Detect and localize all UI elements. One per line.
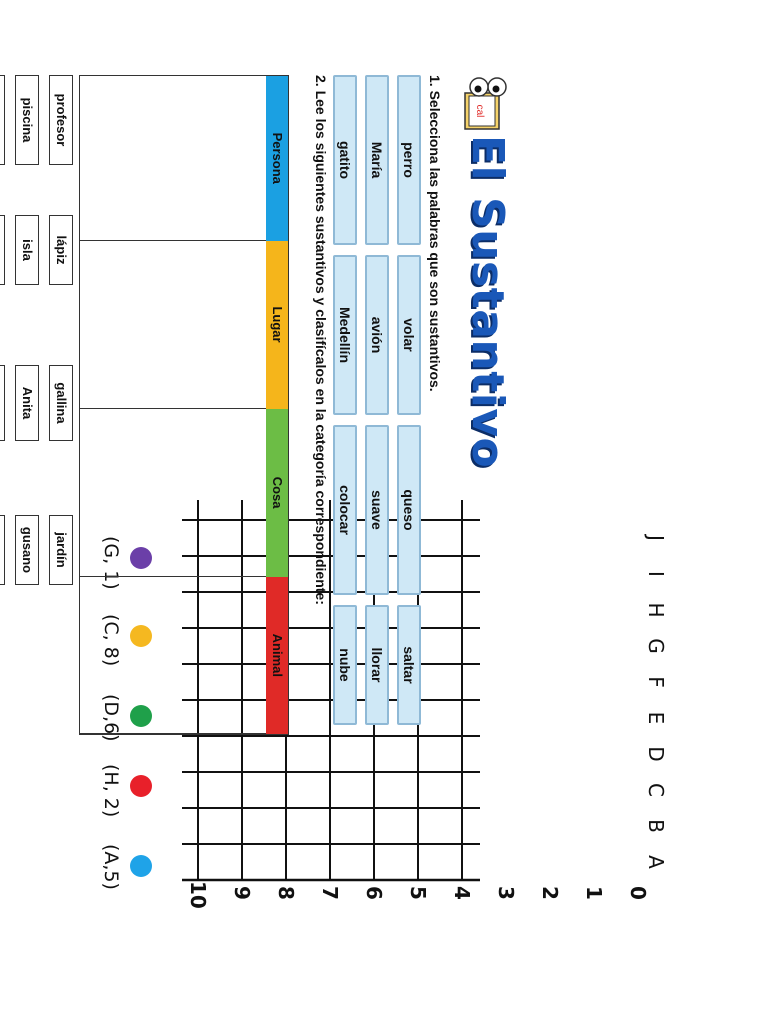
x-axis-label: F	[644, 676, 668, 688]
y-axis-label: 9	[230, 886, 254, 900]
word-option[interactable]: María	[365, 75, 389, 245]
y-axis-label: 2	[538, 886, 562, 900]
word-bank-item[interactable]	[0, 215, 5, 285]
word-option[interactable]: volar	[397, 255, 421, 415]
word-bank-item[interactable]: isla	[15, 215, 39, 285]
category-column[interactable]	[80, 241, 288, 409]
book-mascot-icon	[461, 75, 515, 131]
word-option[interactable]: Medellín	[333, 255, 357, 415]
y-axis-label: 10	[186, 881, 210, 909]
x-axis-label: A	[644, 855, 668, 869]
word-option[interactable]: nube	[333, 605, 357, 725]
title-row	[455, 75, 515, 735]
x-axis-label: G	[644, 638, 668, 654]
word-option[interactable]: suave	[365, 425, 389, 595]
word-bank-item[interactable]	[0, 365, 5, 441]
book-letters: cal	[474, 104, 485, 118]
word-option[interactable]: gatito	[333, 75, 357, 245]
word-bank-item[interactable]: gallina	[49, 365, 73, 441]
y-axis-label: 4	[450, 886, 474, 900]
word-bank-item[interactable]	[0, 75, 5, 165]
word-bank-item[interactable]: piscina	[15, 75, 39, 165]
x-axis-label: D	[644, 746, 668, 762]
y-axis-label: 6	[362, 886, 386, 900]
word-bank-item[interactable]: lápiz	[49, 215, 73, 285]
y-axis-label: 0	[626, 886, 650, 900]
instruction-1: 1. Selecciona las palabras que son sustantivos.	[427, 75, 443, 392]
word-bank-item[interactable]: profesor	[49, 75, 73, 165]
x-axis-label: E	[644, 711, 668, 725]
category-header: Cosa	[266, 409, 288, 577]
x-axis-label: C	[644, 783, 668, 797]
point-label: (H, 2)	[100, 764, 122, 818]
point-label: (G, 1)	[100, 536, 122, 590]
word-option[interactable]: perro	[397, 75, 421, 245]
x-axis-label: J	[644, 535, 668, 541]
y-axis-label: 7	[318, 886, 342, 900]
word-row	[397, 75, 421, 735]
word-row	[365, 75, 389, 735]
instruction-2: 2. Lee los siguientes sustantivos y clasifícalos en la categoría correspondiente:	[313, 75, 329, 605]
y-axis-label: 5	[406, 886, 430, 900]
category-header: Lugar	[266, 241, 288, 409]
point-label: (A,5)	[100, 844, 122, 890]
word-option[interactable]: llorar	[365, 605, 389, 725]
word-option[interactable]: queso	[397, 425, 421, 595]
word-bank-item[interactable]	[0, 515, 5, 585]
word-bank-item[interactable]: gusano	[15, 515, 39, 585]
noun-selection-grid	[337, 75, 421, 735]
category-header: Animal	[266, 577, 288, 734]
x-axis-label: I	[644, 571, 668, 577]
point-label: (C, 8)	[100, 614, 122, 667]
category-column[interactable]	[80, 577, 288, 734]
y-axis-label: 8	[274, 886, 298, 900]
worksheet-title: El Sustantivo	[462, 135, 513, 469]
y-axis-label: 1	[582, 886, 606, 900]
category-column[interactable]	[80, 76, 288, 241]
word-option[interactable]: colocar	[333, 425, 357, 595]
word-option[interactable]: avión	[365, 255, 389, 415]
x-axis-label: H	[644, 602, 668, 618]
word-bank-item[interactable]: jardín	[49, 515, 73, 585]
category-table	[79, 75, 289, 735]
word-row	[333, 75, 357, 735]
category-column[interactable]	[80, 409, 288, 577]
word-bank-item[interactable]: Anita	[15, 365, 39, 441]
y-axis-label: 3	[494, 886, 518, 900]
x-axis-label: B	[644, 819, 668, 833]
word-option[interactable]: saltar	[397, 605, 421, 725]
point-label: (D,6)	[100, 694, 122, 742]
category-header: Persona	[266, 76, 288, 241]
worksheet-sheet	[20, 0, 768, 1024]
